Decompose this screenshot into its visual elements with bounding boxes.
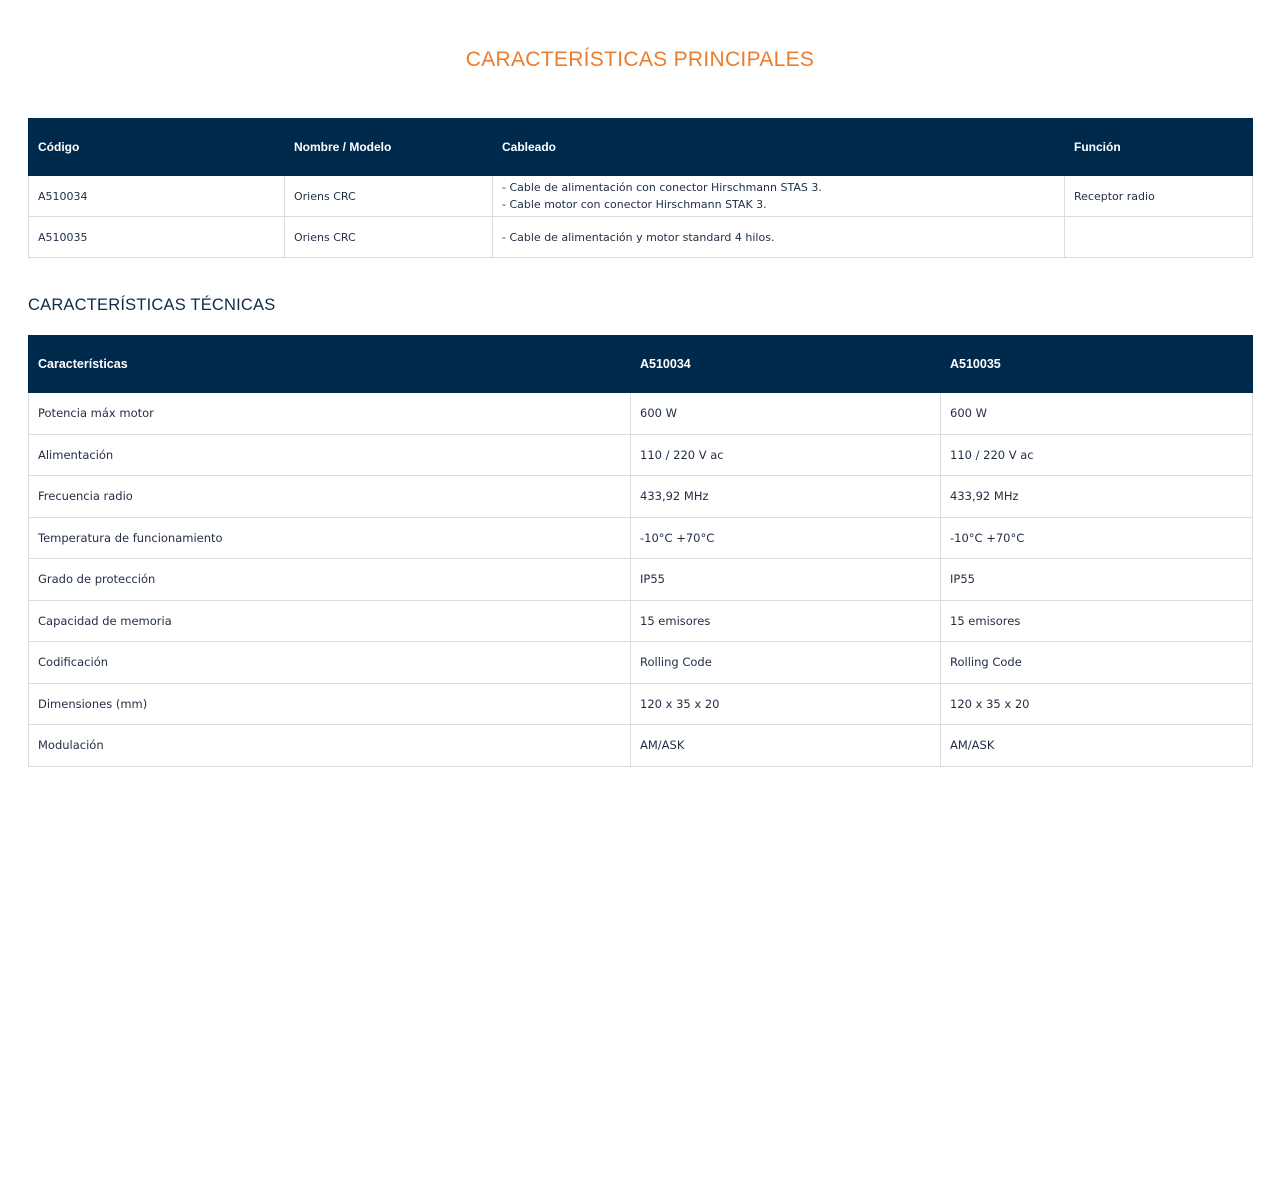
cell-function xyxy=(1065,217,1253,258)
cell-value: AM/ASK xyxy=(941,725,1253,767)
cell-value: 120 x 35 x 20 xyxy=(941,683,1253,725)
cell-feature: Frecuencia radio xyxy=(29,476,631,518)
header-model-a510034: A510034 xyxy=(631,336,941,393)
cell-feature: Alimentación xyxy=(29,434,631,476)
table-row xyxy=(29,434,1253,476)
cell-value: Rolling Code xyxy=(941,642,1253,684)
header-function: Función xyxy=(1065,119,1253,176)
cell-value: IP55 xyxy=(941,559,1253,601)
table-row xyxy=(29,217,1253,258)
cell-cabling xyxy=(493,176,1065,217)
technical-specs-table xyxy=(28,335,1253,767)
cell-value: Rolling Code xyxy=(631,642,941,684)
table-row xyxy=(29,683,1253,725)
cell-value: 433,92 MHz xyxy=(941,476,1253,518)
cell-cabling xyxy=(493,217,1065,258)
header-cabling: Cableado xyxy=(493,119,1065,176)
cell-value: 15 emisores xyxy=(941,600,1253,642)
header-code: Código xyxy=(29,119,285,176)
cell-feature: Temperatura de funcionamiento xyxy=(29,517,631,559)
table-header-row xyxy=(29,119,1253,176)
main-features-table xyxy=(28,118,1253,258)
cabling-line: - Cable motor con conector Hirschmann STAK 3. xyxy=(502,198,767,211)
cell-value: IP55 xyxy=(631,559,941,601)
table-row xyxy=(29,476,1253,518)
cell-code: A510035 xyxy=(29,217,285,258)
section-title: CARACTERÍSTICAS TÉCNICAS xyxy=(28,296,276,314)
cell-value: 600 W xyxy=(941,393,1253,435)
cell-value: 120 x 35 x 20 xyxy=(631,683,941,725)
table-row xyxy=(29,600,1253,642)
cell-feature: Capacidad de memoria xyxy=(29,600,631,642)
cell-value: -10°C +70°C xyxy=(941,517,1253,559)
table-row xyxy=(29,642,1253,684)
cell-value: 600 W xyxy=(631,393,941,435)
table-row xyxy=(29,176,1253,217)
table-header-row xyxy=(29,336,1253,393)
cell-function: Receptor radio xyxy=(1065,176,1253,217)
cell-model: Oriens CRC xyxy=(285,217,493,258)
cell-feature: Grado de protección xyxy=(29,559,631,601)
cell-model: Oriens CRC xyxy=(285,176,493,217)
table-row xyxy=(29,559,1253,601)
cell-value: AM/ASK xyxy=(631,725,941,767)
cell-feature: Potencia máx motor xyxy=(29,393,631,435)
cell-value: 110 / 220 V ac xyxy=(631,434,941,476)
page-title: CARACTERÍSTICAS PRINCIPALES xyxy=(465,48,815,71)
cell-code: A510034 xyxy=(29,176,285,217)
cell-value: 110 / 220 V ac xyxy=(941,434,1253,476)
header-model: Nombre / Modelo xyxy=(285,119,493,176)
cabling-line: - Cable de alimentación y motor standard 4 hilos. xyxy=(502,230,775,244)
table-row xyxy=(29,393,1253,435)
table-row xyxy=(29,725,1253,767)
cell-value: -10°C +70°C xyxy=(631,517,941,559)
cell-feature: Dimensiones (mm) xyxy=(29,683,631,725)
cabling-line: - Cable de alimentación con conector Hirschmann STAS 3. xyxy=(502,181,822,194)
table-row xyxy=(29,517,1253,559)
header-feature: Características xyxy=(29,336,631,393)
cell-value: 15 emisores xyxy=(631,600,941,642)
header-model-a510035: A510035 xyxy=(941,336,1253,393)
cell-feature: Modulación xyxy=(29,725,631,767)
cell-feature: Codificación xyxy=(29,642,631,684)
cell-value: 433,92 MHz xyxy=(631,476,941,518)
